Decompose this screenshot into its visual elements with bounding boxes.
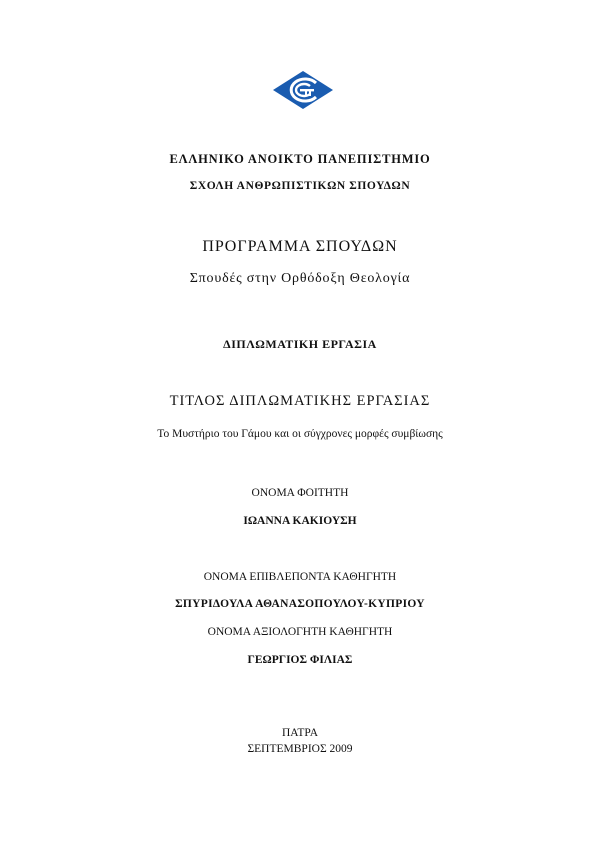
program-heading: ΠΡΟΓΡΑΜΜΑ ΣΠΟΥΔΩΝ: [202, 238, 398, 255]
city: ΠΑΤΡΑ: [281, 727, 319, 739]
thesis-label: ΔΙΠΛΩΜΑΤΙΚΗ ΕΡΓΑΣΙΑ: [223, 337, 377, 351]
student-name: ΙΩΑΝΝΑ ΚΑΚΙΟΥΣΗ: [243, 515, 357, 527]
title-heading: ΤΙΤΛΟΣ ΔΙΠΛΩΜΑΤΙΚΗΣ ΕΡΓΑΣΙΑΣ: [169, 393, 431, 409]
date: ΣΕΠΤΕΜΒΡΙΟΣ 2009: [247, 743, 353, 755]
school-name: ΣΧΟΛΗ ΑΝΘΡΩΠΙΣΤΙΚΩΝ ΣΠΟΥΔΩΝ: [189, 180, 411, 192]
evaluator-name: ΓΕΩΡΓΙΟΣ ΦΙΛΙΑΣ: [247, 654, 353, 666]
university-name: ΕΛΛΗΝΙΚΟ ΑΝΟΙΚΤΟ ΠΑΝΕΠΙΣΤΗΜΙΟ: [169, 152, 431, 166]
evaluator-label: ΟΝΟΜΑ ΑΞΙΟΛΟΓΗΤΗ ΚΑΘΗΓΗΤΗ: [207, 626, 393, 638]
thesis-title: Το Μυστήριο του Γάμου και οι σύγχρονες μορφές συμβίωσης: [157, 428, 443, 440]
supervisor-label: ΟΝΟΜΑ ΕΠΙΒΛΕΠΟΝΤΑ ΚΑΘΗΓΗΤΗ: [203, 571, 397, 583]
program-name: Σπουδές στην Ορθόδοξη Θεολογία: [189, 271, 411, 286]
student-label: ΟΝΟΜΑ ΦΟΙΤΗΤΗ: [251, 487, 349, 499]
supervisor-name: ΣΠΥΡΙΔΟΥΛΑ ΑΘΑΝΑΣΟΠΟΥΛΟΥ-ΚΥΠΡΙΟΥ: [175, 598, 425, 610]
university-logo-icon: [272, 70, 334, 110]
